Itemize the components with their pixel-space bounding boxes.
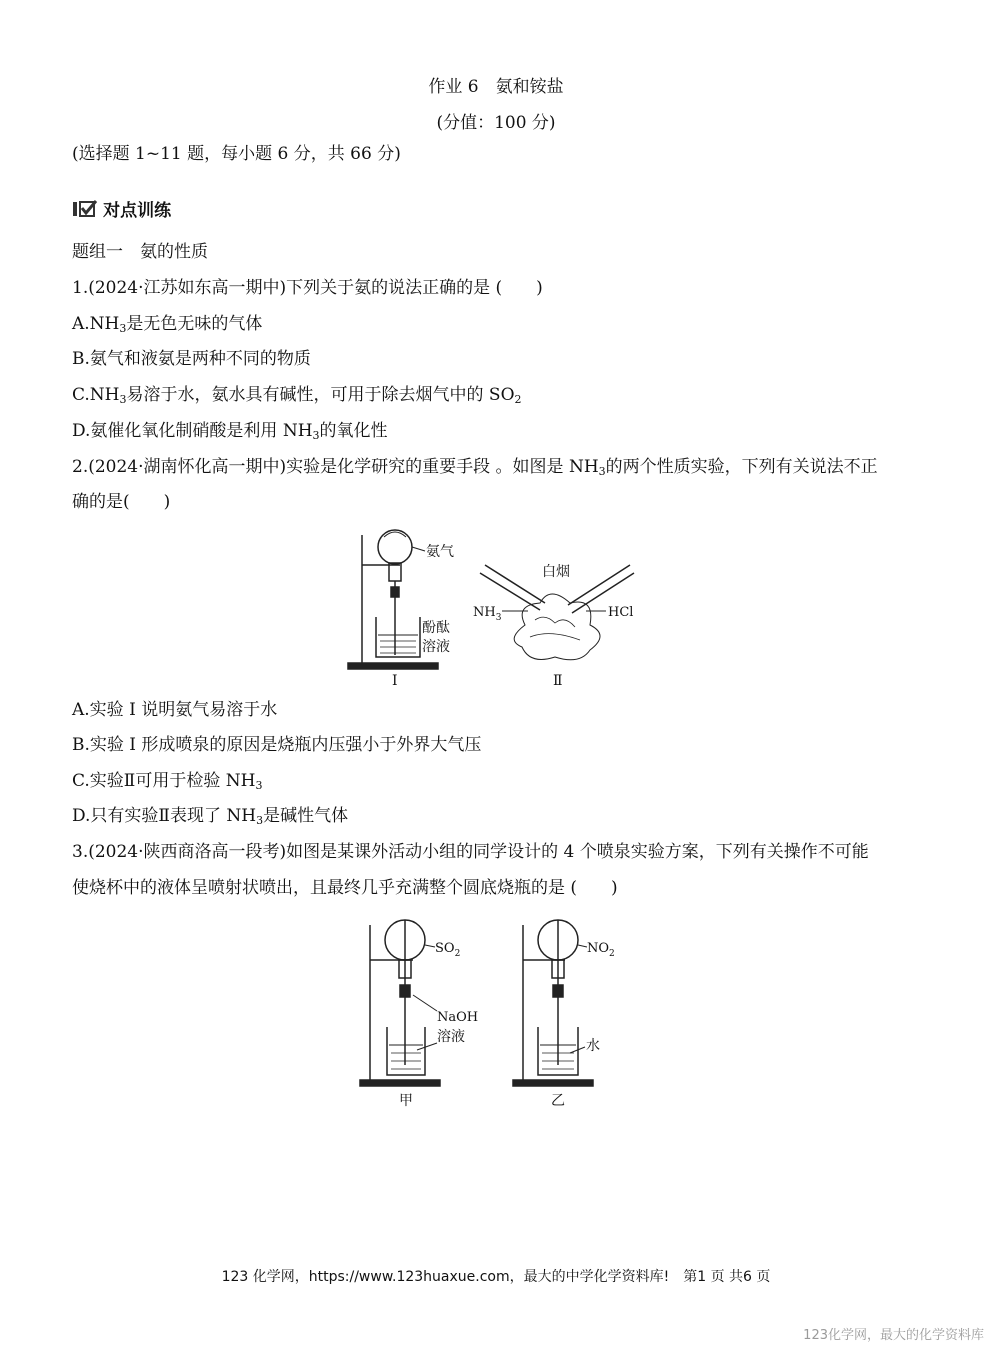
caption-yi: 乙 <box>551 1093 565 1109</box>
label-text: NO <box>587 941 610 956</box>
subscript: 2 <box>514 393 522 406</box>
label-white-smoke: 白烟 <box>542 564 570 580</box>
label-nh3 <box>473 605 502 623</box>
question-1-option-c <box>72 384 522 406</box>
subscript: 3 <box>119 322 127 335</box>
stem-text: 2.(2024·湖南怀化高一期中)实验是化学研究的重要手段 。如图是 NH <box>72 457 599 477</box>
label-phenolphthalein: 酚酞 <box>422 620 450 636</box>
label-hcl: HCl <box>608 605 634 620</box>
option-text: 是碱性气体 <box>263 806 349 826</box>
subscript: 3 <box>312 429 320 442</box>
label-text: SO <box>435 941 455 956</box>
question-1-option-b: B.氨气和液氨是两种不同的物质 <box>72 349 311 369</box>
q3-figure <box>355 915 635 1115</box>
fountain-apparatus-yi <box>513 920 593 1086</box>
stem-text: 的两个性质实验，下列有关说法不正 <box>605 457 878 477</box>
option-text: D.只有实验Ⅱ表现了 NH <box>72 806 257 826</box>
page-footer: 123 化学网，https://www.123huaxue.com，最大的中学化学资料库! 第1 页 共6 页 <box>221 1269 771 1285</box>
q2-figure <box>340 525 650 690</box>
label-naoh-solution: 溶液 <box>437 1029 465 1045</box>
caption-jia: 甲 <box>399 1093 413 1109</box>
caption-experiment-2: Ⅱ <box>553 673 563 689</box>
subscript: 3 <box>598 465 606 478</box>
subscript: 2 <box>454 949 461 959</box>
label-ammonia: 氨气 <box>426 544 454 560</box>
score-note: (分值：100 分) <box>436 113 556 133</box>
instructions-note: (选择题 1~11 题，每小题 6 分，共 66 分) <box>72 144 401 164</box>
question-1-option-d <box>72 420 388 442</box>
watermark: 123化学网，最大的化学资料库 <box>803 1328 984 1343</box>
page-title: 作业 6 氨和铵盐 <box>428 77 564 97</box>
question-1-stem: 1.(2024·江苏如东高一期中)下列关于氨的说法正确的是 ( ) <box>72 278 543 298</box>
option-text: C.NH <box>72 385 120 405</box>
group-heading: 题组一 氨的性质 <box>72 242 208 262</box>
option-text: C.实验Ⅱ可用于检验 NH <box>72 771 256 791</box>
question-2-stem-line2: 确的是( ) <box>72 492 171 512</box>
subscript: 2 <box>609 949 615 959</box>
subscript: 3 <box>256 814 264 827</box>
question-3-stem-line2: 使烧杯中的液体呈喷射状喷出，且最终几乎充满整个圆底烧瓶的是 ( ) <box>72 878 618 898</box>
label-solution: 溶液 <box>422 639 450 655</box>
subscript: 3 <box>495 613 502 623</box>
question-3-stem: 3.(2024·陕西商洛高一段考)如图是某课外活动小组的同学设计的 4 个喷泉实验方案，下列有关操作不可能 <box>72 842 869 862</box>
question-1-option-a <box>72 313 262 335</box>
subscript: 3 <box>255 779 263 792</box>
subscript: 3 <box>119 393 127 406</box>
option-text: D.氨催化氧化制硝酸是利用 NH <box>72 421 313 441</box>
label-so2 <box>435 941 460 959</box>
option-text: 的氧化性 <box>319 421 388 441</box>
question-2-option-b: B.实验 Ⅰ 形成喷泉的原因是烧瓶内压强小于外界大气压 <box>72 735 482 755</box>
question-2-option-c <box>72 770 262 792</box>
label-no2 <box>587 941 615 959</box>
section-label: 对点训练 <box>103 201 172 221</box>
fountain-apparatus-jia <box>360 920 440 1086</box>
question-2-option-a: A.实验 Ⅰ 说明氨气易溶于水 <box>72 700 278 720</box>
check-icon <box>72 199 98 219</box>
caption-experiment-1: Ⅰ <box>392 673 398 689</box>
label-naoh: NaOH <box>437 1010 479 1025</box>
question-2-option-d <box>72 805 348 827</box>
label-water: 水 <box>586 1038 600 1054</box>
question-2-stem <box>72 456 878 478</box>
section-heading <box>72 196 171 221</box>
label-text: NH <box>473 605 496 620</box>
option-text: 是无色无味的气体 <box>126 314 263 334</box>
option-text: A.NH <box>72 314 120 334</box>
option-text: 易溶于水，氨水具有碱性，可用于除去烟气中的 SO <box>126 385 515 405</box>
